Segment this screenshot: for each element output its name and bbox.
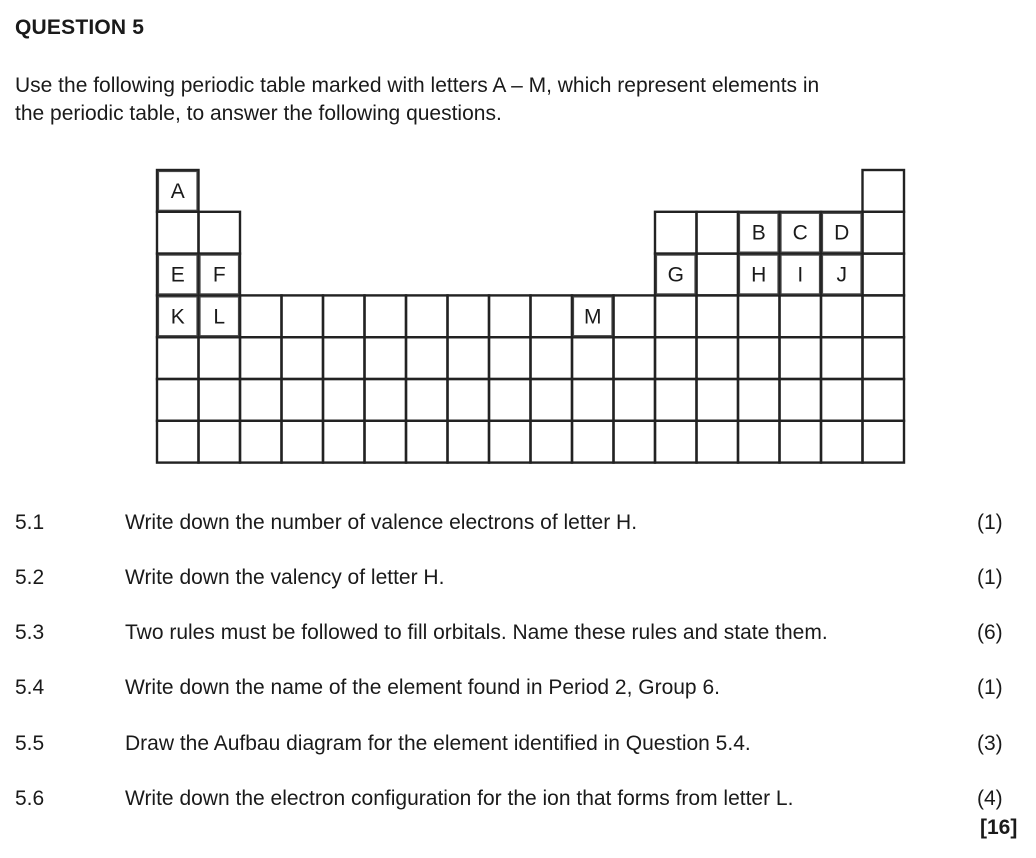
table-cell: [365, 295, 407, 337]
table-cell: [199, 337, 241, 379]
table-cell: [323, 379, 365, 421]
element-letter: A: [170, 179, 185, 203]
table-cell: [655, 295, 697, 337]
table-cell: [531, 337, 573, 379]
table-cell: [489, 295, 531, 337]
question-text: Write down the number of valence electrons of letter H.: [125, 511, 638, 534]
table-cell: [655, 379, 697, 421]
table-cell: [157, 337, 199, 379]
question-marks: (4): [977, 787, 1003, 810]
question-number: 5.2: [15, 566, 45, 589]
table-cell: [531, 295, 573, 337]
table-cell: [406, 379, 448, 421]
question-row: [0, 566, 1036, 596]
element-letter: F: [212, 263, 226, 287]
table-cell: [489, 421, 531, 463]
table-cell: [323, 421, 365, 463]
table-cell: [614, 379, 656, 421]
table-cell: [406, 337, 448, 379]
question-number: 5.1: [15, 511, 45, 534]
table-cell: [199, 421, 241, 463]
table-cell: [655, 212, 697, 254]
question-marks: (1): [977, 511, 1003, 534]
table-cell: [697, 212, 739, 254]
table-cell: [863, 295, 905, 337]
table-cell: [448, 337, 490, 379]
question-number: 5.4: [15, 676, 45, 699]
question-marks: (6): [977, 621, 1003, 644]
question-row: [0, 676, 1036, 706]
table-cell: [697, 337, 739, 379]
element-letter: M: [584, 305, 602, 329]
table-cell: [697, 421, 739, 463]
question-text: Write down the electron configuration for the ion that forms from letter L.: [125, 787, 794, 810]
table-cell: [614, 295, 656, 337]
table-cell: [738, 337, 780, 379]
table-cell: [780, 295, 822, 337]
total-marks: [16]: [980, 816, 1018, 839]
table-cell: [738, 421, 780, 463]
table-cell: [240, 421, 282, 463]
table-cell: [863, 254, 905, 296]
table-cell: [531, 421, 573, 463]
table-cell: [780, 337, 822, 379]
table-cell: [448, 421, 490, 463]
question-number: 5.3: [15, 621, 45, 644]
table-cell: [655, 421, 697, 463]
table-cell: [240, 379, 282, 421]
element-letter: H: [751, 263, 767, 287]
question-number: 5.5: [15, 732, 45, 755]
element-letter: I: [797, 263, 804, 287]
element-letter: D: [834, 221, 850, 245]
table-cell: [531, 379, 573, 421]
table-cell: [240, 295, 282, 337]
table-cell: [614, 337, 656, 379]
table-cell: [697, 254, 739, 296]
question-marks: (1): [977, 566, 1003, 589]
table-cell: [282, 295, 324, 337]
question-row: [0, 732, 1036, 762]
table-cell: [821, 421, 863, 463]
table-cell: [780, 421, 822, 463]
intro-line: the periodic table, to answer the following questions.: [15, 102, 502, 125]
table-cell: [738, 379, 780, 421]
table-cell: [365, 421, 407, 463]
question-row: [0, 511, 1036, 541]
question-text: Draw the Aufbau diagram for the element identified in Question 5.4.: [125, 732, 751, 755]
question-heading: QUESTION 5: [15, 16, 145, 39]
question-row: [0, 787, 1036, 817]
table-cell: [199, 212, 241, 254]
table-cell: [738, 295, 780, 337]
question-text: Write down the valency of letter H.: [125, 566, 445, 589]
table-cell: [448, 295, 490, 337]
table-cell: [655, 337, 697, 379]
element-letter: C: [792, 221, 808, 245]
table-cell: [489, 337, 531, 379]
table-cell: [821, 379, 863, 421]
table-cell: [863, 337, 905, 379]
table-cell: [157, 421, 199, 463]
table-cell: [863, 170, 905, 212]
table-cell: [282, 421, 324, 463]
table-cell: [406, 421, 448, 463]
element-letter: K: [170, 305, 185, 329]
table-cell: [572, 379, 614, 421]
question-row: [0, 621, 1036, 651]
table-cell: [365, 379, 407, 421]
table-cell: [157, 212, 199, 254]
table-cell: [697, 379, 739, 421]
table-cell: [572, 421, 614, 463]
table-cell: [821, 337, 863, 379]
table-cell: [406, 295, 448, 337]
table-cell: [863, 379, 905, 421]
intro-line: Use the following periodic table marked with letters A – M, which represent elements in: [15, 74, 820, 97]
table-cell: [365, 337, 407, 379]
question-text: Two rules must be followed to fill orbitals. Name these rules and state them.: [125, 621, 828, 644]
question-number: 5.6: [15, 787, 45, 810]
table-cell: [199, 379, 241, 421]
table-cell: [489, 379, 531, 421]
element-letter: L: [213, 305, 226, 329]
table-cell: [323, 295, 365, 337]
element-letter: B: [751, 221, 766, 245]
table-cell: [282, 337, 324, 379]
question-marks: (3): [977, 732, 1003, 755]
table-cell: [863, 212, 905, 254]
table-cell: [240, 337, 282, 379]
table-cell: [697, 295, 739, 337]
table-cell: [821, 295, 863, 337]
table-cell: [572, 337, 614, 379]
table-cell: [157, 379, 199, 421]
table-cell: [614, 421, 656, 463]
element-letter: E: [170, 263, 185, 287]
question-marks: (1): [977, 676, 1003, 699]
element-letter: G: [667, 263, 684, 287]
table-cell: [323, 337, 365, 379]
table-cell: [863, 421, 905, 463]
table-cell: [282, 379, 324, 421]
element-letter: J: [836, 263, 847, 287]
table-cell: [448, 379, 490, 421]
table-cell: [780, 379, 822, 421]
question-text: Write down the name of the element found in Period 2, Group 6.: [125, 676, 720, 699]
